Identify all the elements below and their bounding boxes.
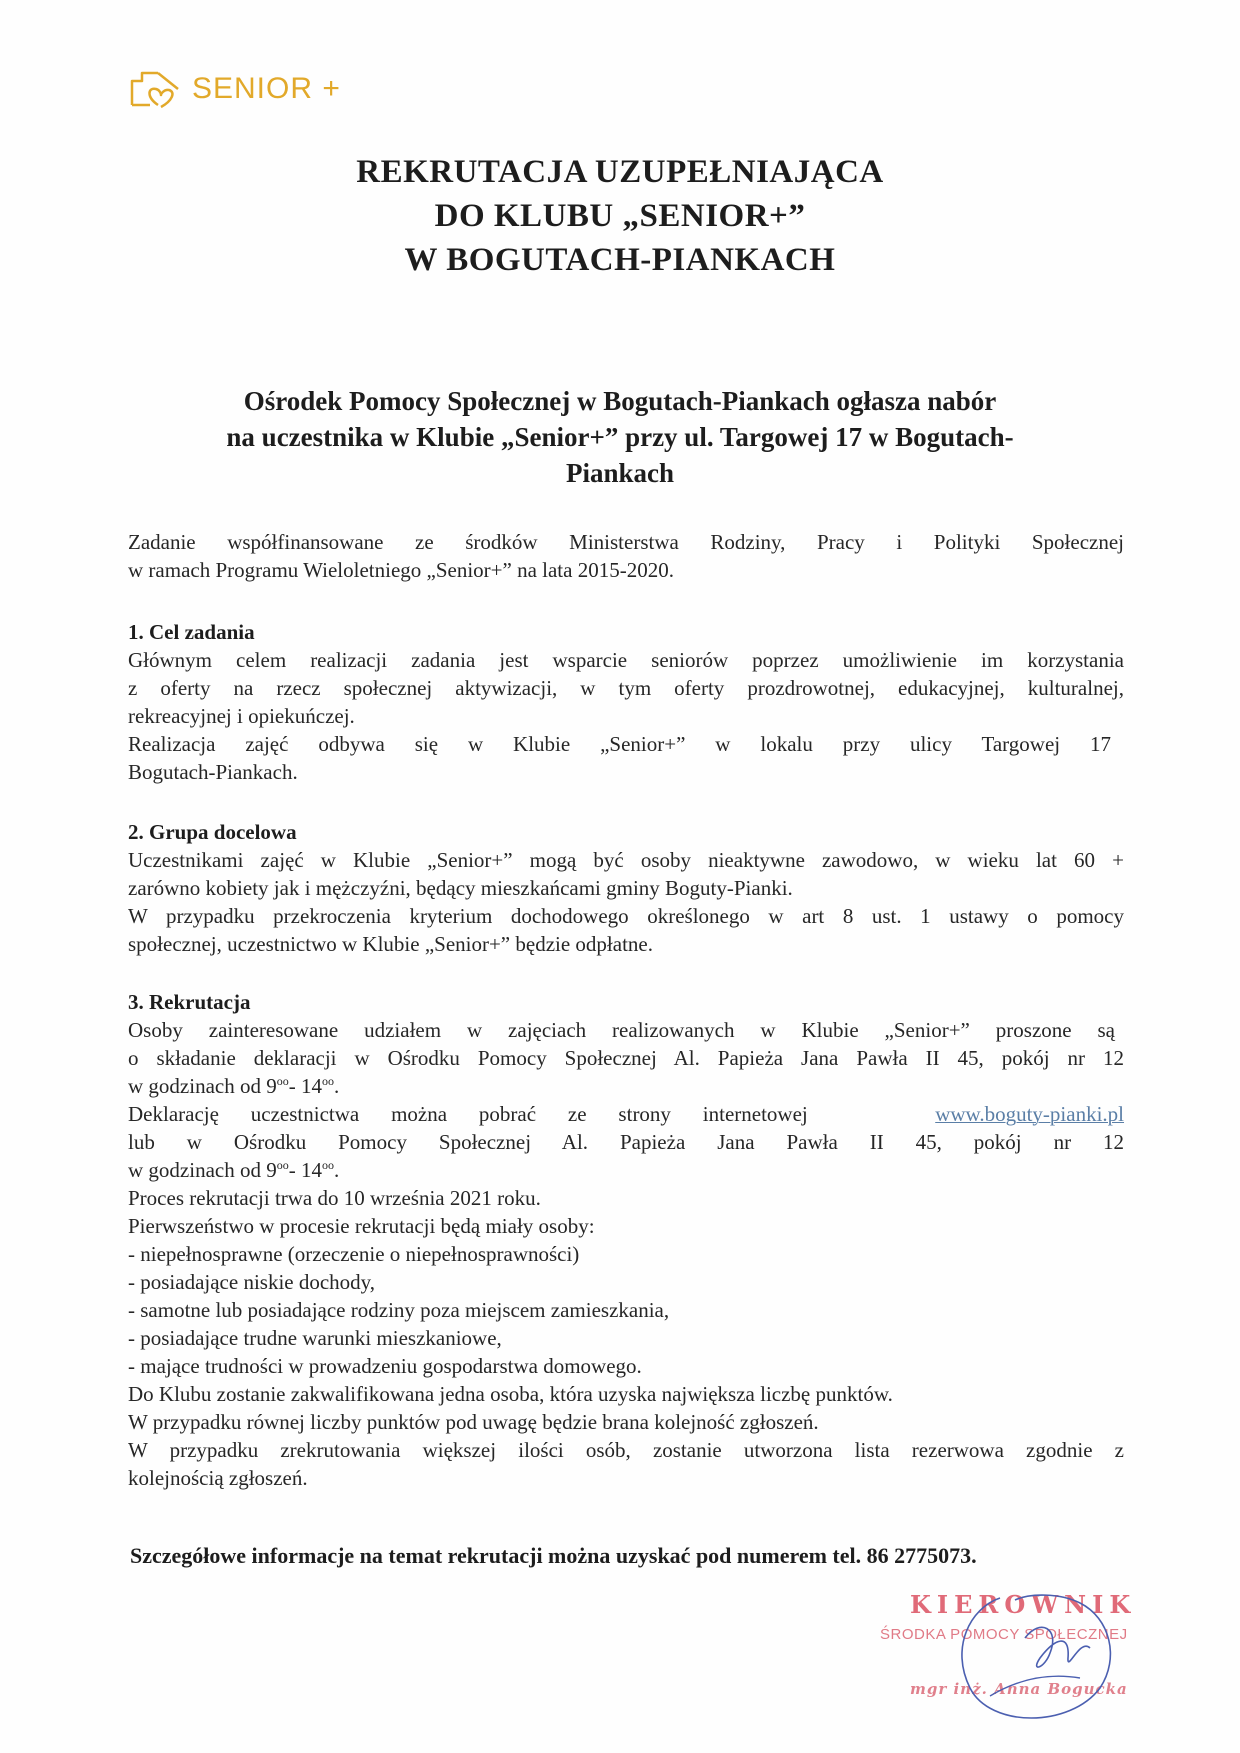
- text-line: w ramach Programu Wieloletniego „Senior+” na lata 2015-2020.: [128, 558, 674, 582]
- website-link[interactable]: www.boguty-pianki.pl: [935, 1102, 1125, 1126]
- stamp-name: mgr inż. Anna Bogucka: [910, 1680, 1128, 1698]
- section-heading: 3. Rekrutacja: [128, 990, 251, 1014]
- subtitle-line: Ośrodek Pomocy Społecznej w Bogutach-Piankach ogłasza nabór: [243, 386, 997, 416]
- hours-prefix: w godzinach od 9: [128, 1158, 277, 1182]
- text-line: Zadanie współfinansowane ze środków Ministerstwa Rodziny, Pracy i Polityki Społecznej: [128, 530, 1124, 554]
- hours-sup: oo: [321, 1158, 334, 1172]
- hours-prefix: w godzinach od 9: [128, 1074, 277, 1098]
- priority-item: - posiadające trudne warunki mieszkaniowe,: [128, 1326, 502, 1350]
- text-line: Głównym celem realizacji zadania jest wsparcie seniorów poprzez umożliwienie im korzystania: [128, 648, 1124, 672]
- senior-plus-logo: [128, 64, 341, 114]
- section-recruitment: [128, 988, 1124, 1492]
- section-heading: 2. Grupa docelowa: [128, 820, 297, 844]
- hours-mid: - 14: [288, 1074, 322, 1098]
- house-heart-icon: [128, 65, 188, 113]
- priority-item: - mające trudności w prowadzeniu gospodarstwa domowego.: [128, 1354, 642, 1378]
- hours-end: .: [333, 1074, 340, 1098]
- section-goal: [128, 618, 1124, 786]
- text-line: społecznej, uczestnictwo w Klubie „Senior+” będzie odpłatne.: [128, 932, 653, 956]
- hours-line: [128, 1156, 1124, 1184]
- section-heading: 1. Cel zadania: [128, 620, 255, 644]
- text-line: Pierwszeństwo w procesie rekrutacji będą miały osoby:: [128, 1214, 595, 1238]
- text-line: kolejnością zgłoszeń.: [128, 1466, 308, 1490]
- hours-mid: - 14: [288, 1158, 322, 1182]
- download-text: Deklarację uczestnictwa można pobrać ze strony internetowej: [128, 1102, 808, 1126]
- text-line: [128, 1100, 1124, 1128]
- text-line: W przypadku zrekrutowania większej ilości osób, zostanie utworzona lista rezerwowa zgodnie z: [128, 1438, 1124, 1462]
- contact-info: Szczegółowe informacje na temat rekrutacji można uzyskać pod numerem tel. 86 2775073.: [130, 1543, 977, 1568]
- main-title: [120, 150, 1120, 282]
- text-line: lub w Ośrodku Pomocy Społecznej Al. Papieża Jana Pawła II 45, pokój nr 12: [128, 1130, 1124, 1154]
- priority-item: - niepełnosprawne (orzeczenie o niepełnosprawności): [128, 1242, 580, 1266]
- official-stamp: [880, 1590, 1180, 1740]
- text-line: z oferty na rzecz społecznej aktywizacji, w tym oferty prozdrowotnej, edukacyjnej, kulturalnej,: [128, 676, 1124, 700]
- text-line: Bogutach-Piankach.: [128, 760, 298, 784]
- text-line: o składanie deklaracji w Ośrodku Pomocy Społecznej Al. Papieża Jana Pawła II 45, pokój nr 12: [128, 1046, 1124, 1070]
- text-line: zarówno kobiety jak i mężczyźni, będący mieszkańcami gminy Boguty-Pianki.: [128, 876, 793, 900]
- hours-sup: oo: [276, 1074, 289, 1088]
- logo-text: SENIOR +: [192, 72, 341, 105]
- stamp-subtitle: ŚRODKA POMOCY SPOŁECZNEJ: [880, 1626, 1128, 1643]
- text-line: Realizacja zajęć odbywa się w Klubie „Senior+” w lokalu przy ulicy Targowej 17: [128, 732, 1111, 756]
- priority-item: - posiadające niskie dochody,: [128, 1270, 376, 1294]
- hours-line: [128, 1072, 1124, 1100]
- announcement-subtitle: [150, 383, 1090, 491]
- text-line: Proces rekrutacji trwa do 10 września 2021 roku.: [128, 1186, 541, 1210]
- title-line: W BOGUTACH-PIANKACH: [404, 242, 836, 278]
- subtitle-line: Piankach: [565, 458, 675, 488]
- handwritten-signature: [930, 1578, 1160, 1738]
- hours-end: .: [333, 1158, 340, 1182]
- hours-sup: oo: [321, 1074, 334, 1088]
- text-line: Do Klubu zostanie zakwalifikowana jedna osoba, która uzyska największa liczbę punktów.: [128, 1382, 893, 1406]
- text-line: Uczestnikami zajęć w Klubie „Senior+” mogą być osoby nieaktywne zawodowo, w wieku lat 60 +: [128, 848, 1124, 872]
- subtitle-line: na uczestnika w Klubie „Senior+” przy ul. Targowej 17 w Bogutach-: [226, 422, 1014, 452]
- text-line: W przypadku przekroczenia kryterium dochodowego określonego w art 8 ust. 1 ustawy o pomocy: [128, 904, 1124, 928]
- priority-item: - samotne lub posiadające rodziny poza miejscem zamieszkania,: [128, 1298, 670, 1322]
- hours-sup: oo: [276, 1158, 289, 1172]
- title-line: REKRUTACJA UZUPEŁNIAJĄCA: [356, 154, 884, 190]
- text-line: Osoby zainteresowane udziałem w zajęciach realizowanych w Klubie „Senior+” proszone są: [128, 1018, 1115, 1042]
- funding-note: [128, 528, 1124, 584]
- stamp-title: KIEROWNIK: [910, 1590, 1137, 1619]
- text-line: rekreacyjnej i opiekuńczej.: [128, 704, 355, 728]
- section-target-group: [128, 818, 1124, 958]
- title-line: DO KLUBU „SENIOR+”: [434, 198, 806, 234]
- text-line: W przypadku równej liczby punktów pod uwagę będzie brana kolejność zgłoszeń.: [128, 1410, 819, 1434]
